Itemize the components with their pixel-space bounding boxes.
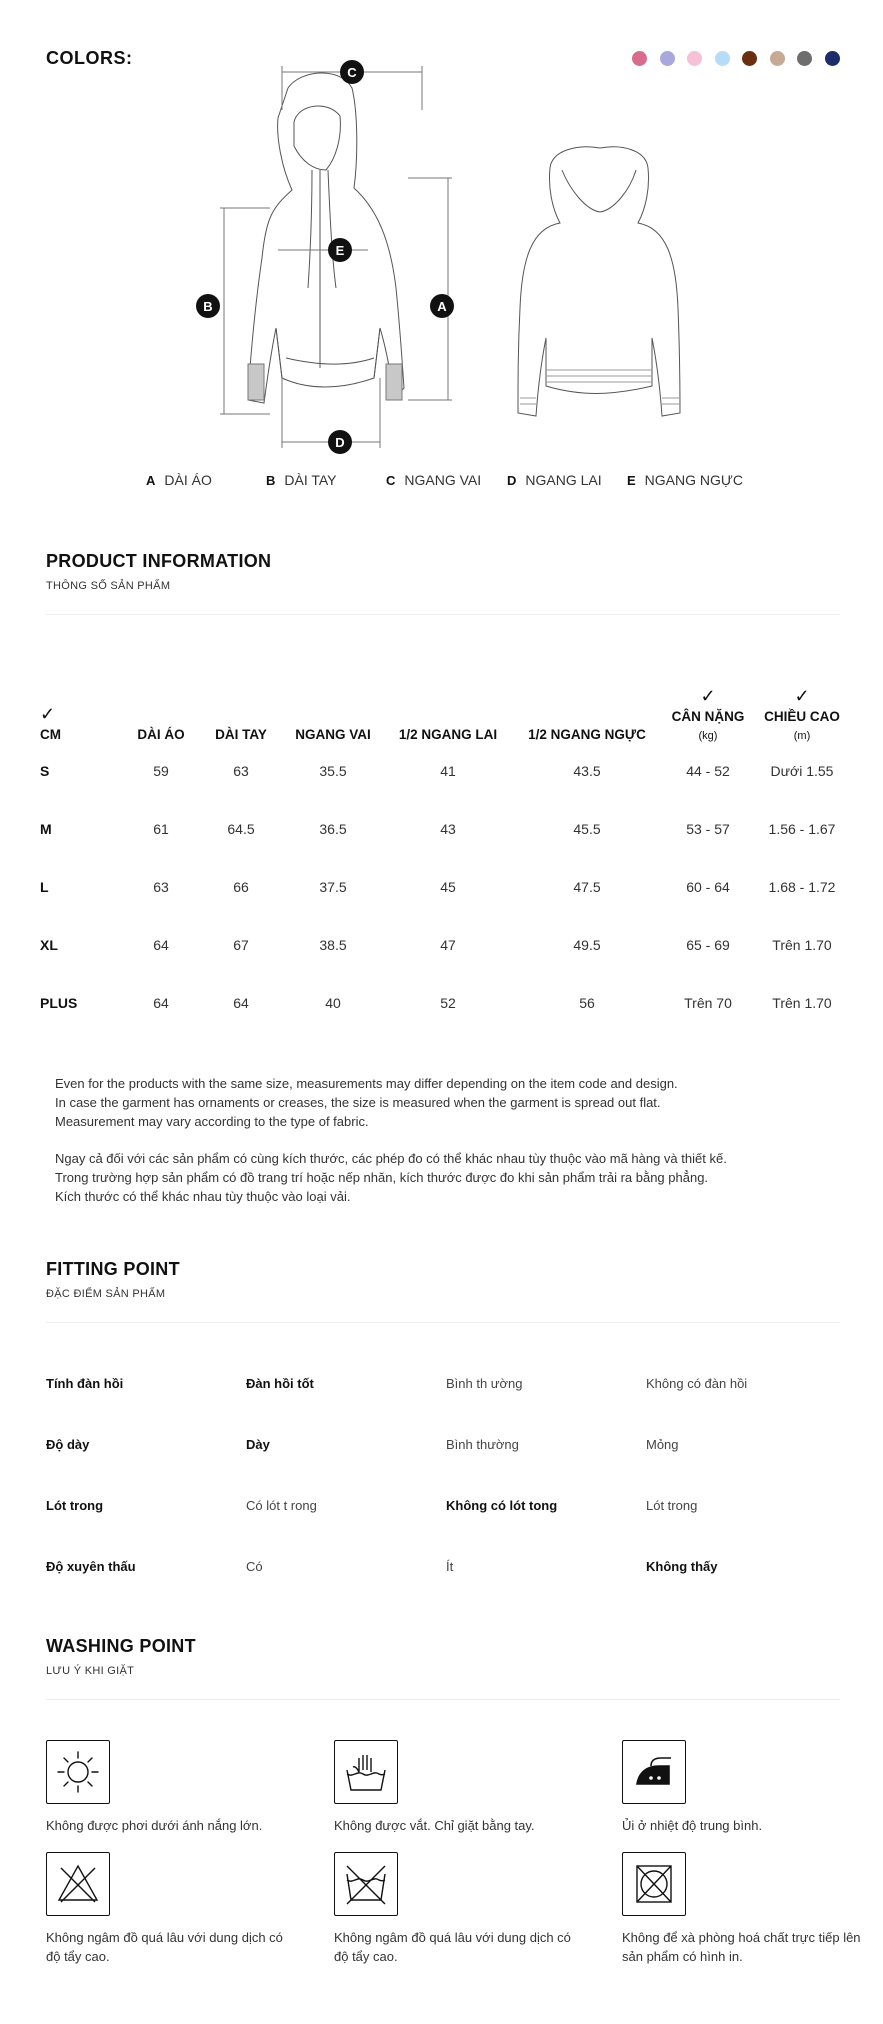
- wash-text: Không ngâm đồ quá lâu với dung dịch có độ tẩy cao.: [46, 1930, 283, 1964]
- fitting-attribute: Lót trong: [46, 1498, 104, 1513]
- iron-medium-icon: [622, 1740, 686, 1804]
- fitting-title: FITTING POINT: [46, 1259, 180, 1279]
- size-label: M: [40, 821, 52, 837]
- table-row: [40, 800, 850, 858]
- fitting-option: Không thấy: [646, 1559, 718, 1574]
- table-cell: 67: [233, 937, 249, 953]
- table-cell: 64: [153, 995, 169, 1011]
- fitting-attribute: Tính đàn hồi: [46, 1376, 124, 1391]
- table-cell: 44 - 52: [686, 763, 730, 779]
- table-cell: 59: [153, 763, 169, 779]
- front-hoodie-outline: [248, 73, 404, 403]
- size-label: XL: [40, 937, 58, 953]
- table-cell: 36.5: [319, 821, 347, 837]
- product-info-title: PRODUCT INFORMATION: [46, 551, 272, 571]
- wash-item: [46, 1852, 286, 1966]
- no-soak-icon: [334, 1852, 398, 1916]
- header-chest: 1/2 NGANG NGỰC: [528, 727, 646, 742]
- table-cell: 61: [153, 821, 169, 837]
- fitting-option: Dày: [246, 1437, 270, 1452]
- table-cell: 45: [440, 879, 456, 895]
- fitting-attribute: Độ xuyên thấu: [46, 1559, 136, 1574]
- check-icon: ✓: [40, 704, 56, 724]
- header-hem: 1/2 NGANG LAI: [398, 727, 498, 742]
- fitting-row: [46, 1498, 846, 1559]
- fitting-option: Mỏng: [646, 1437, 679, 1452]
- table-cell: 52: [440, 995, 456, 1011]
- wash-item: [46, 1740, 286, 1835]
- notes-vietnamese: Ngay cả đối với các sản phẩm có cùng kích thước, các phép đo có thể khác nhau tùy thuộc vào mã hàng và thiết kế. Trong trường hợp sản phẩm có đồ trang trí hoặc nếp nhăn, kích thước được đo khi sản phẩm trải ra bằng phẳng. Kích thước có thể khác nhau tùy thuộc vào loại vải.: [55, 1151, 727, 1204]
- color-swatch[interactable]: [715, 51, 730, 66]
- table-cell: 49.5: [573, 937, 601, 953]
- washing-subtitle: LƯU Ý KHI GIẶT: [46, 1665, 135, 1677]
- header-shoulder: NGANG VAI: [295, 727, 371, 742]
- measurement-notes: [55, 1074, 727, 1224]
- table-cell: 47.5: [573, 879, 601, 895]
- wash-item: [622, 1740, 862, 1835]
- fitting-option: Đàn hồi tốt: [246, 1376, 314, 1391]
- fitting-option: Không có đàn hồi: [646, 1376, 748, 1391]
- wash-text: Không được vắt. Chỉ giặt bằng tay.: [334, 1818, 535, 1833]
- legend-item-d: D NGANG LAI: [507, 472, 602, 488]
- no-bleach-icon: [46, 1852, 110, 1916]
- header-height: ✓ CHIỀU CAO (m): [754, 680, 850, 742]
- color-swatch[interactable]: [825, 51, 840, 66]
- check-icon: ✓: [700, 686, 716, 706]
- product-info-subtitle: THÔNG SỐ SẢN PHẨM: [46, 580, 171, 592]
- wash-text: Không được phơi dưới ánh nắng lớn.: [46, 1818, 263, 1833]
- table-row: [40, 742, 850, 800]
- color-swatch[interactable]: [770, 51, 785, 66]
- wash-item: [334, 1740, 574, 1835]
- fitting-row: [46, 1376, 846, 1437]
- washing-title: WASHING POINT: [46, 1636, 196, 1656]
- table-row: [40, 858, 850, 916]
- wash-text: Ủi ở nhiệt độ trung bình.: [622, 1818, 763, 1833]
- marker-c: C: [347, 65, 357, 80]
- fitting-row: [46, 1559, 846, 1620]
- check-icon: ✓: [794, 686, 810, 706]
- table-cell: 60 - 64: [686, 879, 730, 895]
- divider: [46, 1322, 840, 1323]
- table-cell: 45.5: [573, 821, 601, 837]
- measurement-legend: [146, 472, 767, 488]
- fitting-option: Bình thường: [446, 1437, 519, 1452]
- fitting-option: Lót trong: [646, 1498, 698, 1513]
- table-cell: 38.5: [319, 937, 347, 953]
- fitting-attribute: Độ dày: [46, 1437, 90, 1452]
- table-cell: 37.5: [319, 879, 347, 895]
- header-weight: ✓ CÂN NẶNG (kg): [662, 680, 754, 742]
- legend-item-a: A DÀI ÁO: [146, 472, 212, 488]
- table-cell: Trên 1.70: [772, 937, 832, 953]
- fitting-grid: [46, 1376, 846, 1620]
- fitting-option: Ít: [446, 1559, 454, 1574]
- marker-b: B: [203, 299, 213, 314]
- marker-d: D: [335, 435, 345, 450]
- size-table-header: [40, 680, 850, 742]
- wash-item: [334, 1852, 574, 1966]
- table-cell: 65 - 69: [686, 937, 730, 953]
- table-cell: Trên 70: [684, 995, 732, 1011]
- color-swatch[interactable]: [797, 51, 812, 66]
- wash-text: Không ngâm đồ quá lâu với dung dịch có độ tẩy cao.: [334, 1930, 571, 1964]
- table-cell: 1.56 - 1.67: [768, 821, 836, 837]
- hand-wash-icon: [334, 1740, 398, 1804]
- fitting-row: [46, 1437, 846, 1498]
- table-cell: Trên 1.70: [772, 995, 832, 1011]
- colors-heading: COLORS:: [46, 48, 133, 68]
- table-cell: 40: [325, 995, 341, 1011]
- header-cm: ✓ CM: [40, 680, 122, 742]
- table-cell: 43: [440, 821, 456, 837]
- notes-english: Even for the products with the same size, measurements may differ depending on the item code and design. In case the garment has ornaments or creases, the size is measured when the garment is spread out flat. Measurement may vary according to the type of fabric.: [55, 1076, 678, 1129]
- fitting-option: Không có lót tong: [446, 1498, 558, 1513]
- color-swatch[interactable]: [742, 51, 757, 66]
- header-sleeve: DÀI TAY: [215, 727, 267, 742]
- header-length: DÀI ÁO: [137, 727, 185, 742]
- table-cell: 47: [440, 937, 456, 953]
- divider: [46, 1699, 840, 1700]
- table-cell: 53 - 57: [686, 821, 730, 837]
- legend-item-c: C NGANG VAI: [386, 472, 482, 488]
- table-cell: 1.68 - 1.72: [768, 879, 836, 895]
- table-cell: 63: [233, 763, 249, 779]
- table-cell: 64: [153, 937, 169, 953]
- wash-item: [622, 1852, 862, 1966]
- table-cell: 35.5: [319, 763, 347, 779]
- divider: [46, 614, 840, 615]
- table-row: [40, 974, 850, 1032]
- size-table: [40, 680, 850, 1032]
- table-row: [40, 916, 850, 974]
- table-cell: 63: [153, 879, 169, 895]
- fitting-option: Bình th ường: [446, 1376, 523, 1391]
- sun-icon: [46, 1740, 110, 1804]
- legend-item-e: E NGANG NGỰC: [627, 472, 743, 488]
- fitting-subtitle: ĐẶC ĐIỂM SẢN PHẨM: [46, 1288, 166, 1300]
- fitting-option: Có lót t rong: [246, 1498, 317, 1513]
- size-label: S: [40, 763, 50, 779]
- wash-text: Không để xà phòng hoá chất trực tiếp lên sản phẩm có hình in.: [622, 1930, 861, 1964]
- table-cell: 56: [579, 995, 595, 1011]
- table-cell: 43.5: [573, 763, 601, 779]
- table-cell: 41: [440, 763, 456, 779]
- marker-e: E: [335, 243, 345, 258]
- table-cell: Dưới 1.55: [770, 763, 834, 779]
- size-label: L: [40, 879, 49, 895]
- table-cell: 64: [233, 995, 249, 1011]
- no-tumble-dry-icon: [622, 1852, 686, 1916]
- hoodie-measurement-diagram: [190, 58, 710, 458]
- table-cell: 64.5: [227, 821, 255, 837]
- size-label: PLUS: [40, 995, 78, 1011]
- table-cell: 66: [233, 879, 249, 895]
- fitting-option: Có: [246, 1559, 263, 1574]
- marker-a: A: [437, 299, 447, 314]
- legend-item-b: B DÀI TAY: [266, 472, 337, 488]
